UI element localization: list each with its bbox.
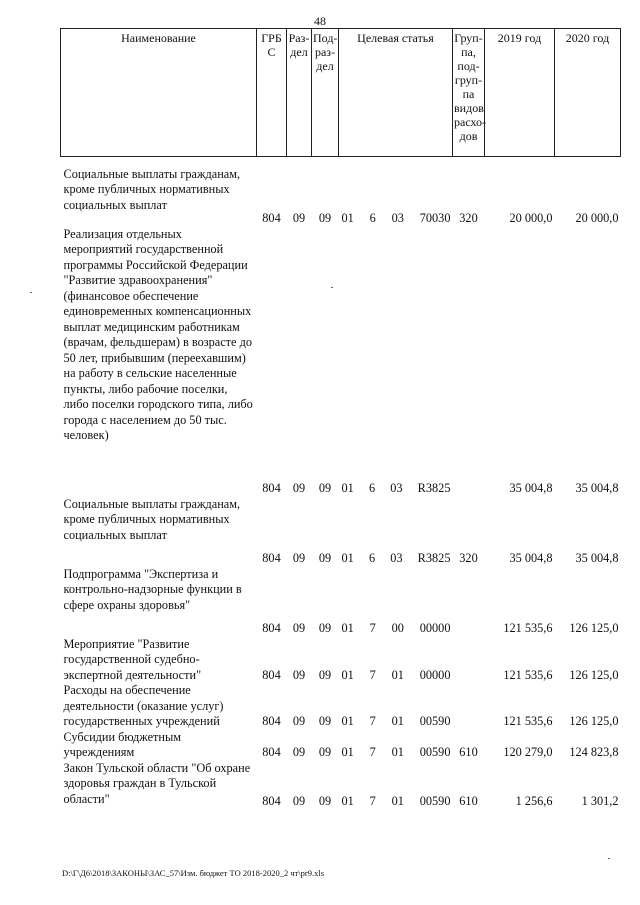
row-podrazdel: 09 (318, 714, 332, 728)
header-expense-group: Груп- па, под- груп- па видов расхо- дов (453, 29, 485, 157)
target-article-part: 03 (390, 481, 403, 495)
target-article-part: 6 (369, 211, 376, 225)
row-amount-2019: 35 004,8 (509, 481, 553, 495)
header-target-article: Целевая статья (339, 29, 453, 157)
header-year-2019: 2019 год (485, 29, 555, 157)
row-grbs: 804 (262, 667, 281, 682)
row-expense-group (453, 683, 485, 730)
table-header-row (61, 29, 621, 157)
row-target-article (339, 730, 453, 761)
row-razdel: 09 (292, 211, 306, 225)
row-razdel: 09 (292, 745, 306, 759)
row-name: Социальные выплаты гражданам, кроме публичных нормативных социальных выплат (63, 166, 241, 212)
row-amount-2019: 20 000,0 (509, 211, 553, 225)
target-article-part: 01 (341, 211, 354, 225)
table-row (61, 637, 621, 684)
row-target-article (339, 497, 453, 567)
row-target-article (339, 683, 453, 730)
row-grbs: 804 (262, 745, 281, 759)
target-article-part: 7 (369, 621, 376, 635)
table-row (61, 227, 621, 497)
target-article-part: R3825 (417, 481, 451, 495)
row-podrazdel: 09 (318, 794, 332, 808)
target-article-part: 01 (391, 714, 404, 728)
row-name: Подпрограмма "Экспертиза и контрольно-надзорные функции в сфере охраны здоровья" (63, 566, 242, 612)
table-row (61, 497, 621, 567)
target-article-part: 7 (369, 667, 376, 682)
row-expense-group: 610 (459, 745, 478, 759)
header-razdel: Раз- дел (287, 29, 312, 157)
row-podrazdel: 09 (318, 667, 332, 682)
row-podrazdel: 09 (318, 745, 332, 759)
row-razdel: 09 (292, 794, 306, 808)
row-name: Расходы на обеспечение деятельности (оказание услуг) государственных учреждений (63, 683, 224, 728)
target-article-part: 01 (341, 551, 354, 565)
table-row (61, 683, 621, 730)
row-target-article (339, 637, 453, 684)
target-article-part: 03 (391, 211, 404, 225)
row-expense-group (453, 567, 485, 637)
row-amount-2020: 1 301,2 (581, 794, 619, 808)
row-target-article (339, 167, 453, 227)
row-target-article (339, 567, 453, 637)
row-expense-group: 610 (459, 794, 478, 808)
target-article-part: 01 (341, 621, 354, 635)
scan-speck (608, 858, 610, 859)
scan-speck (30, 292, 32, 293)
target-article-part: 7 (369, 794, 376, 808)
row-grbs: 804 (262, 211, 281, 225)
row-razdel: 09 (292, 551, 306, 565)
row-amount-2019: 121 535,6 (503, 621, 553, 635)
row-name: Субсидии бюджетным учреждениям (63, 729, 182, 759)
row-grbs: 804 (262, 481, 281, 495)
row-amount-2019: 121 535,6 (503, 714, 553, 728)
header-podrazdel: Под- раз- дел (312, 29, 339, 157)
row-podrazdel: 09 (318, 621, 332, 635)
target-article-part: R3825 (417, 551, 451, 565)
row-expense-group (453, 227, 485, 497)
row-target-article (339, 761, 453, 810)
target-article-part: 70030 (419, 211, 451, 225)
target-article-part: 7 (369, 745, 376, 759)
row-amount-2020: 126 125,0 (569, 714, 619, 728)
header-name: Наименование (61, 29, 257, 157)
row-amount-2019: 121 535,6 (503, 667, 553, 682)
page-number: 48 (314, 14, 326, 28)
target-article-part: 01 (341, 714, 354, 728)
row-amount-2020: 126 125,0 (569, 621, 619, 635)
row-amount-2019: 120 279,0 (503, 745, 553, 759)
row-podrazdel: 09 (318, 211, 332, 225)
row-grbs: 804 (262, 621, 281, 635)
table-row (61, 167, 621, 227)
row-podrazdel: 09 (318, 551, 332, 565)
row-grbs: 804 (262, 794, 281, 808)
budget-table (60, 28, 621, 810)
target-article-part: 00590 (419, 794, 451, 808)
row-grbs: 804 (262, 714, 281, 728)
target-article-part: 6 (368, 481, 376, 495)
header-grbs: ГРБ С (257, 29, 287, 157)
target-article-part: 01 (341, 794, 354, 808)
row-name: Мероприятие "Развитие государственной судебно-экспертной деятельности" (63, 636, 202, 682)
target-article-part: 01 (341, 667, 354, 682)
target-article-part: 00590 (419, 714, 451, 728)
row-grbs: 804 (262, 551, 281, 565)
target-article-part: 6 (368, 551, 376, 565)
target-article-part: 01 (391, 794, 404, 808)
spacer-row (61, 157, 621, 167)
table-row (61, 567, 621, 637)
row-name: Реализация отдельных мероприятий государственной программы Российской Федерации "Развитие здравоохранения" (финансовое обеспечение единовременных компенсационных выплат медицинским работникам (врачам, фельдшерам) в возрасте до 50 лет, прибывшим (переехавшим) на работу в сельские населенные пункты, либо рабочие поселки, либо поселки городского типа, либо города с населением до 50 тыс. человек) (63, 226, 253, 442)
row-razdel: 09 (292, 481, 306, 495)
target-article-part: 01 (341, 481, 354, 495)
target-article-part: 00 (391, 621, 404, 635)
row-amount-2019: 35 004,8 (509, 551, 553, 565)
target-article-part: 00000 (419, 621, 451, 635)
table-row (61, 761, 621, 810)
target-article-part: 00000 (419, 667, 451, 682)
row-name: Закон Тульской области "Об охране здоровья граждан в Тульской области" (63, 760, 251, 806)
target-article-part: 00590 (419, 745, 451, 759)
target-article-part: 03 (390, 551, 403, 565)
scan-speck (331, 287, 333, 288)
row-expense-group: 320 (459, 211, 478, 225)
row-amount-2019: 1 256,6 (515, 794, 553, 808)
row-expense-group (453, 637, 485, 684)
row-razdel: 09 (292, 714, 306, 728)
row-amount-2020: 35 004,8 (575, 481, 619, 495)
row-razdel: 09 (292, 667, 306, 682)
row-amount-2020: 124 823,8 (569, 745, 619, 759)
row-name: Социальные выплаты гражданам, кроме публичных нормативных социальных выплат (63, 496, 241, 542)
file-path-footer: D:\Г\Д6\2018\ЗАКОНЫ\ЗАС_57\Изм. бюджет ТО 2018-2020_2 чт\pr9.xls (62, 868, 325, 878)
row-target-article (339, 227, 453, 497)
row-amount-2020: 126 125,0 (569, 667, 619, 682)
target-article-part: 7 (369, 714, 376, 728)
table-row (61, 730, 621, 761)
row-amount-2020: 35 004,8 (575, 551, 619, 565)
row-podrazdel: 09 (318, 481, 332, 495)
row-amount-2020: 20 000,0 (575, 211, 619, 225)
row-razdel: 09 (292, 621, 306, 635)
header-year-2020: 2020 год (555, 29, 621, 157)
target-article-part: 01 (391, 667, 404, 682)
target-article-part: 01 (391, 745, 404, 759)
row-expense-group: 320 (459, 551, 478, 565)
target-article-part: 01 (341, 745, 354, 759)
